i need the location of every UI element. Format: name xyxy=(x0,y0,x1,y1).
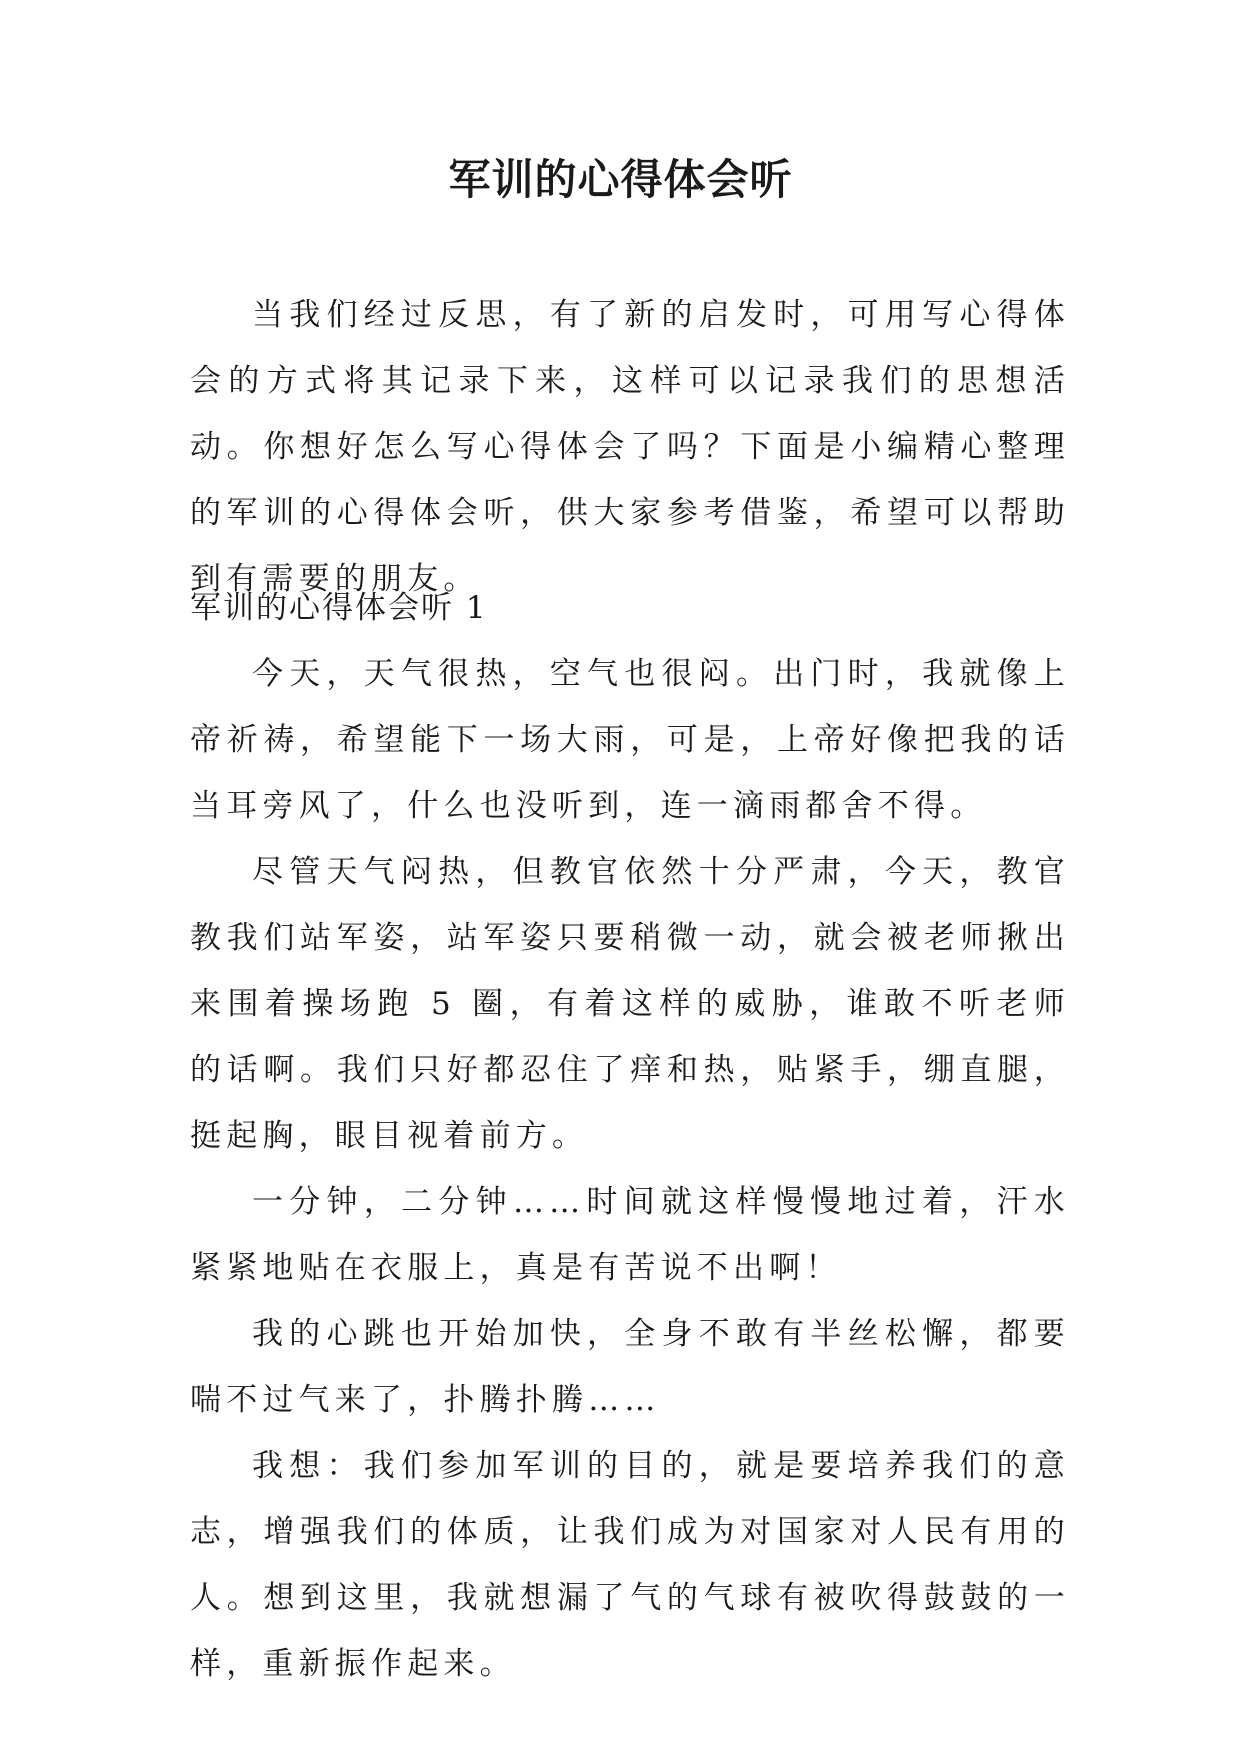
intro-paragraph: 当我们经过反思，有了新的启发时，可用写心得体会的方式将其记录下来，这样可以记录我们的思想活动。你想好怎么写心得体会了吗？下面是小编精心整理的军训的心得体会听，供大家参考借鉴，希望可以帮助到有需要的朋友。 xyxy=(190,297,1070,597)
document-title: 军训的心得体会听 xyxy=(448,155,793,204)
body-paragraph: 我想：我们参加军训的目的，就是要培养我们的意志，增强我们的体质，让我们成为对国家对人民有用的人。想到这里，我就想漏了气的气球有被吹得鼓鼓的一样，重新振作起来。 xyxy=(190,1448,1070,1682)
body-paragraph: 今天，天气很热，空气也很闷。出门时，我就像上帝祈祷，希望能下一场大雨，可是，上帝好像把我的话当耳旁风了，什么也没听到，连一滴雨都舍不得。 xyxy=(190,656,1070,824)
section-block xyxy=(190,575,1070,1697)
section-heading: 军训的心得体会听 1 xyxy=(190,590,488,626)
intro-block xyxy=(190,282,1070,612)
body-paragraph: 尽管天气闷热，但教官依然十分严肃，今天，教官教我们站军姿，站军姿只要稍微一动，就会被老师揪出来围着操场跑 5 圈，有着这样的威胁，谁敢不听老师的话啊。我们只好都忍住了痒和热，贴紧手，绷直腿，挺起胸，眼目视着前方。 xyxy=(190,854,1070,1154)
body-paragraph: 一分钟，二分钟……时间就这样慢慢地过着，汗水紧紧地贴在衣服上，真是有苦说不出啊！ xyxy=(190,1184,1070,1286)
body-paragraph: 我的心跳也开始加快，全身不敢有半丝松懈，都要喘不过气来了，扑腾扑腾…… xyxy=(190,1316,1070,1418)
